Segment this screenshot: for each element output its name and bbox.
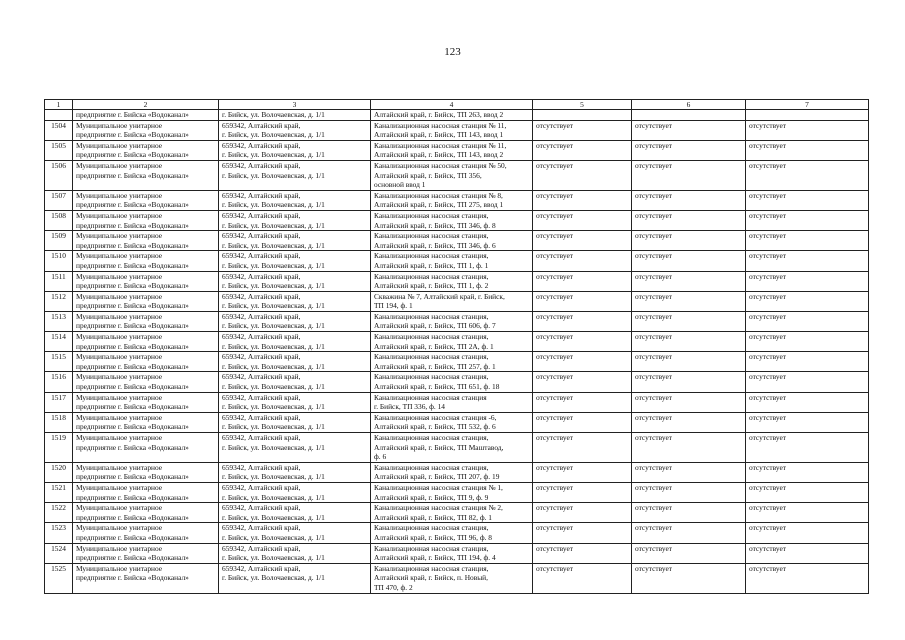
object-cell: Канализационная насосная станция, Алтайский край, г. Бийск, ТП 96, ф. 8	[371, 523, 533, 543]
organization-cell: Муниципальное унитарное предприятие г. Бийска «Водоканал»	[73, 251, 219, 271]
column-6-cell: отсутствует	[632, 271, 746, 291]
object-cell: Канализационная насосная станция, Алтайский край, г. Бийск, ТП 651, ф. 18	[371, 372, 533, 392]
address-cell: 659342, Алтайский край, г. Бийск, ул. Волочаевская, д. 1/1	[219, 291, 371, 311]
column-7-cell: отсутствует	[746, 271, 869, 291]
column-header: 3	[219, 100, 371, 110]
column-7-cell: отсутствует	[746, 291, 869, 311]
row-number-cell: 1515	[45, 352, 73, 372]
organization-cell: Муниципальное унитарное предприятие г. Бийска «Водоканал»	[73, 523, 219, 543]
column-7-cell: отсутствует	[746, 482, 869, 502]
column-7-cell: отсутствует	[746, 563, 869, 593]
column-6-cell: отсутствует	[632, 433, 746, 463]
column-6-cell: отсутствует	[632, 140, 746, 160]
column-6-cell: отсутствует	[632, 190, 746, 210]
column-7-cell: отсутствует	[746, 120, 869, 140]
column-6-cell: отсутствует	[632, 482, 746, 502]
column-5-cell: отсутствует	[533, 372, 632, 392]
address-cell: 659342, Алтайский край, г. Бийск, ул. Волочаевская, д. 1/1	[219, 160, 371, 190]
column-5-cell: отсутствует	[533, 311, 632, 331]
address-cell: 659342, Алтайский край, г. Бийск, ул. Волочаевская, д. 1/1	[219, 503, 371, 523]
column-7-cell: отсутствует	[746, 231, 869, 251]
table-row	[45, 412, 869, 432]
address-cell: 659342, Алтайский край, г. Бийск, ул. Волочаевская, д. 1/1	[219, 140, 371, 160]
table-row	[45, 563, 869, 593]
registry-table	[44, 99, 869, 594]
organization-cell: Муниципальное унитарное предприятие г. Бийска «Водоканал»	[73, 352, 219, 372]
row-number-cell: 1520	[45, 462, 73, 482]
row-number-cell: 1522	[45, 503, 73, 523]
table-row	[45, 120, 869, 140]
object-cell: Канализационная насосная станция, Алтайский край, г. Бийск, ТП 194, ф. 4	[371, 543, 533, 563]
column-7-cell: отсутствует	[746, 503, 869, 523]
column-5-cell: отсутствует	[533, 231, 632, 251]
row-number-cell: 1509	[45, 231, 73, 251]
row-number-cell: 1518	[45, 412, 73, 432]
column-6-cell: отсутствует	[632, 160, 746, 190]
organization-cell: Муниципальное унитарное предприятие г. Бийска «Водоканал»	[73, 332, 219, 352]
object-cell: Канализационная насосная станция № 50, Алтайский край, г. Бийск, ТП 356, основной ввод 1	[371, 160, 533, 190]
organization-cell: Муниципальное унитарное предприятие г. Бийска «Водоканал»	[73, 392, 219, 412]
object-cell: Канализационная насосная станция № 8, Алтайский край, г. Бийск, ТП 275, ввод 1	[371, 190, 533, 210]
row-number-cell: 1505	[45, 140, 73, 160]
column-6-cell: отсутствует	[632, 231, 746, 251]
column-7-cell: отсутствует	[746, 210, 869, 230]
column-5-cell: отсутствует	[533, 332, 632, 352]
column-5-cell: отсутствует	[533, 462, 632, 482]
address-cell: 659342, Алтайский край, г. Бийск, ул. Волочаевская, д. 1/1	[219, 372, 371, 392]
address-cell: 659342, Алтайский край, г. Бийск, ул. Волочаевская, д. 1/1	[219, 482, 371, 502]
address-cell: 659342, Алтайский край, г. Бийск, ул. Волочаевская, д. 1/1	[219, 120, 371, 140]
column-6-cell: отсутствует	[632, 523, 746, 543]
organization-cell: Муниципальное унитарное предприятие г. Бийска «Водоканал»	[73, 372, 219, 392]
row-number-cell: 1514	[45, 332, 73, 352]
address-cell: 659342, Алтайский край, г. Бийск, ул. Волочаевская, д. 1/1	[219, 412, 371, 432]
column-5-cell: отсутствует	[533, 543, 632, 563]
column-header: 1	[45, 100, 73, 110]
column-6-cell: отсутствует	[632, 332, 746, 352]
address-cell: 659342, Алтайский край, г. Бийск, ул. Волочаевская, д. 1/1	[219, 311, 371, 331]
organization-cell: Муниципальное унитарное предприятие г. Бийска «Водоканал»	[73, 412, 219, 432]
address-cell: 659342, Алтайский край, г. Бийск, ул. Волочаевская, д. 1/1	[219, 210, 371, 230]
table-row	[45, 352, 869, 372]
column-6-cell: отсутствует	[632, 503, 746, 523]
column-6-cell: отсутствует	[632, 120, 746, 140]
column-header: 2	[73, 100, 219, 110]
column-7-cell: отсутствует	[746, 433, 869, 463]
column-header: 7	[746, 100, 869, 110]
column-5-cell: отсутствует	[533, 251, 632, 271]
row-number-cell: 1521	[45, 482, 73, 502]
column-5-cell: отсутствует	[533, 482, 632, 502]
column-6-cell: отсутствует	[632, 251, 746, 271]
column-6-cell: отсутствует	[632, 210, 746, 230]
organization-cell: Муниципальное унитарное предприятие г. Бийска «Водоканал»	[73, 543, 219, 563]
object-cell: Канализационная насосная станция г. Бийск, ТП 336, ф. 14	[371, 392, 533, 412]
column-7-cell: отсутствует	[746, 332, 869, 352]
object-cell: Канализационная насосная станция, Алтайский край, г. Бийск, п. Новый, ТП 470, ф. 2	[371, 563, 533, 593]
address-cell: 659342, Алтайский край, г. Бийск, ул. Волочаевская, д. 1/1	[219, 543, 371, 563]
column-7-cell: отсутствует	[746, 543, 869, 563]
object-cell: Канализационная насосная станция, Алтайский край, г. Бийск, ТП 346, ф. 8	[371, 210, 533, 230]
column-5-cell: отсутствует	[533, 190, 632, 210]
row-number-cell: 1525	[45, 563, 73, 593]
row-number-cell: 1511	[45, 271, 73, 291]
column-6-cell: отсутствует	[632, 462, 746, 482]
table-row	[45, 523, 869, 543]
column-7-cell: отсутствует	[746, 251, 869, 271]
column-header: 6	[632, 100, 746, 110]
object-cell: Алтайский край, г. Бийск, ТП 263, ввод 2	[371, 110, 533, 121]
object-cell: Канализационная насосная станция, Алтайский край, г. Бийск, ТП 1, ф. 1	[371, 251, 533, 271]
continuation-row	[45, 110, 869, 121]
column-5-cell	[533, 110, 632, 121]
row-number-cell: 1506	[45, 160, 73, 190]
address-cell: 659342, Алтайский край, г. Бийск, ул. Волочаевская, д. 1/1	[219, 352, 371, 372]
organization-cell: Муниципальное унитарное предприятие г. Бийска «Водоканал»	[73, 231, 219, 251]
object-cell: Канализационная насосная станция, Алтайский край, г. Бийск, ТП 207, ф. 19	[371, 462, 533, 482]
column-number-row	[45, 100, 869, 110]
organization-cell: Муниципальное унитарное предприятие г. Бийска «Водоканал»	[73, 563, 219, 593]
column-6-cell: отсутствует	[632, 563, 746, 593]
column-7-cell: отсутствует	[746, 311, 869, 331]
column-6-cell: отсутствует	[632, 311, 746, 331]
organization-cell: Муниципальное унитарное предприятие г. Бийска «Водоканал»	[73, 160, 219, 190]
column-6-cell	[632, 110, 746, 121]
table-row	[45, 210, 869, 230]
table-row	[45, 392, 869, 412]
object-cell: Канализационная насосная станция, Алтайский край, г. Бийск, ТП 346, ф. 6	[371, 231, 533, 251]
page-number: 123	[444, 46, 461, 58]
column-7-cell: отсутствует	[746, 372, 869, 392]
row-number-cell: 1523	[45, 523, 73, 543]
column-5-cell: отсутствует	[533, 291, 632, 311]
row-number-cell: 1512	[45, 291, 73, 311]
column-header: 5	[533, 100, 632, 110]
table-row	[45, 231, 869, 251]
row-number-cell: 1524	[45, 543, 73, 563]
table-row	[45, 503, 869, 523]
table-row	[45, 190, 869, 210]
address-cell: 659342, Алтайский край, г. Бийск, ул. Волочаевская, д. 1/1	[219, 462, 371, 482]
column-7-cell	[746, 110, 869, 121]
row-number-cell: 1516	[45, 372, 73, 392]
address-cell: 659342, Алтайский край, г. Бийск, ул. Волочаевская, д. 1/1	[219, 190, 371, 210]
column-5-cell: отсутствует	[533, 523, 632, 543]
column-5-cell: отсутствует	[533, 563, 632, 593]
organization-cell: предприятие г. Бийска «Водоканал»	[73, 110, 219, 121]
organization-cell: Муниципальное унитарное предприятие г. Бийска «Водоканал»	[73, 482, 219, 502]
column-7-cell: отсутствует	[746, 462, 869, 482]
column-5-cell: отсутствует	[533, 352, 632, 372]
organization-cell: Муниципальное унитарное предприятие г. Бийска «Водоканал»	[73, 433, 219, 463]
organization-cell: Муниципальное унитарное предприятие г. Бийска «Водоканал»	[73, 120, 219, 140]
table-row	[45, 433, 869, 463]
object-cell: Канализационная насосная станция -6, Алтайский край, г. Бийск, ТП 532, ф. 6	[371, 412, 533, 432]
table-row	[45, 543, 869, 563]
column-7-cell: отсутствует	[746, 160, 869, 190]
column-5-cell: отсутствует	[533, 433, 632, 463]
table-row	[45, 251, 869, 271]
object-cell: Канализационная насосная станция, Алтайский край, г. Бийск, ТП 257, ф. 1	[371, 352, 533, 372]
address-cell: 659342, Алтайский край, г. Бийск, ул. Волочаевская, д. 1/1	[219, 231, 371, 251]
address-cell: 659342, Алтайский край, г. Бийск, ул. Волочаевская, д. 1/1	[219, 392, 371, 412]
column-5-cell: отсутствует	[533, 140, 632, 160]
column-header: 4	[371, 100, 533, 110]
column-7-cell: отсутствует	[746, 412, 869, 432]
column-6-cell: отсутствует	[632, 352, 746, 372]
table-row	[45, 291, 869, 311]
organization-cell: Муниципальное унитарное предприятие г. Бийска «Водоканал»	[73, 462, 219, 482]
column-5-cell: отсутствует	[533, 412, 632, 432]
column-7-cell: отсутствует	[746, 140, 869, 160]
column-5-cell: отсутствует	[533, 503, 632, 523]
table-row	[45, 372, 869, 392]
table-row	[45, 271, 869, 291]
object-cell: Канализационная насосная станция № 11, Алтайский край, г. Бийск, ТП 143, ввод 1	[371, 120, 533, 140]
address-cell: 659342, Алтайский край, г. Бийск, ул. Волочаевская, д. 1/1	[219, 523, 371, 543]
column-5-cell: отсутствует	[533, 160, 632, 190]
row-number-cell	[45, 110, 73, 121]
column-5-cell: отсутствует	[533, 271, 632, 291]
object-cell: Канализационная насосная станция № 1, Алтайский край, г. Бийск, ТП 9, ф. 9	[371, 482, 533, 502]
object-cell: Канализационная насосная станция, Алтайский край, г. Бийск, ТП 1, ф. 2	[371, 271, 533, 291]
address-cell: 659342, Алтайский край, г. Бийск, ул. Волочаевская, д. 1/1	[219, 433, 371, 463]
organization-cell: Муниципальное унитарное предприятие г. Бийска «Водоканал»	[73, 140, 219, 160]
column-6-cell: отсутствует	[632, 392, 746, 412]
object-cell: Канализационная насосная станция, Алтайский край, г. Бийск, ТП 606, ф. 7	[371, 311, 533, 331]
column-6-cell: отсутствует	[632, 372, 746, 392]
organization-cell: Муниципальное унитарное предприятие г. Бийска «Водоканал»	[73, 311, 219, 331]
row-number-cell: 1504	[45, 120, 73, 140]
table-row	[45, 160, 869, 190]
table-row	[45, 482, 869, 502]
column-7-cell: отсутствует	[746, 523, 869, 543]
table-row	[45, 332, 869, 352]
address-cell: 659342, Алтайский край, г. Бийск, ул. Волочаевская, д. 1/1	[219, 271, 371, 291]
table-row	[45, 140, 869, 160]
column-5-cell: отсутствует	[533, 210, 632, 230]
column-6-cell: отсутствует	[632, 412, 746, 432]
row-number-cell: 1508	[45, 210, 73, 230]
column-6-cell: отсутствует	[632, 543, 746, 563]
organization-cell: Муниципальное унитарное предприятие г. Бийска «Водоканал»	[73, 210, 219, 230]
row-number-cell: 1517	[45, 392, 73, 412]
table-row	[45, 311, 869, 331]
object-cell: Канализационная насосная станция № 11, Алтайский край, г. Бийск, ТП 143, ввод 2	[371, 140, 533, 160]
address-cell: 659342, Алтайский край, г. Бийск, ул. Волочаевская, д. 1/1	[219, 563, 371, 593]
column-6-cell: отсутствует	[632, 291, 746, 311]
organization-cell: Муниципальное унитарное предприятие г. Бийска «Водоканал»	[73, 271, 219, 291]
column-7-cell: отсутствует	[746, 392, 869, 412]
row-number-cell: 1510	[45, 251, 73, 271]
object-cell: Канализационная насосная станция, Алтайский край, г. Бийск, ТП 2А, ф. 1	[371, 332, 533, 352]
row-number-cell: 1507	[45, 190, 73, 210]
organization-cell: Муниципальное унитарное предприятие г. Бийска «Водоканал»	[73, 190, 219, 210]
table-row	[45, 462, 869, 482]
row-number-cell: 1519	[45, 433, 73, 463]
row-number-cell: 1513	[45, 311, 73, 331]
address-cell: 659342, Алтайский край, г. Бийск, ул. Волочаевская, д. 1/1	[219, 332, 371, 352]
address-cell: г. Бийск, ул. Волочаевская, д. 1/1	[219, 110, 371, 121]
organization-cell: Муниципальное унитарное предприятие г. Бийска «Водоканал»	[73, 291, 219, 311]
column-7-cell: отсутствует	[746, 190, 869, 210]
object-cell: Канализационная насосная станция № 2, Алтайский край, г. Бийск, ТП 82, ф. 1	[371, 503, 533, 523]
object-cell: Скважина № 7, Алтайский край, г. Бийск, ТП 194, ф. 1	[371, 291, 533, 311]
object-cell: Канализационная насосная станция, Алтайский край, г. Бийск, ТП Маштавод, ф. 6	[371, 433, 533, 463]
address-cell: 659342, Алтайский край, г. Бийск, ул. Волочаевская, д. 1/1	[219, 251, 371, 271]
organization-cell: Муниципальное унитарное предприятие г. Бийска «Водоканал»	[73, 503, 219, 523]
column-5-cell: отсутствует	[533, 120, 632, 140]
column-7-cell: отсутствует	[746, 352, 869, 372]
column-5-cell: отсутствует	[533, 392, 632, 412]
